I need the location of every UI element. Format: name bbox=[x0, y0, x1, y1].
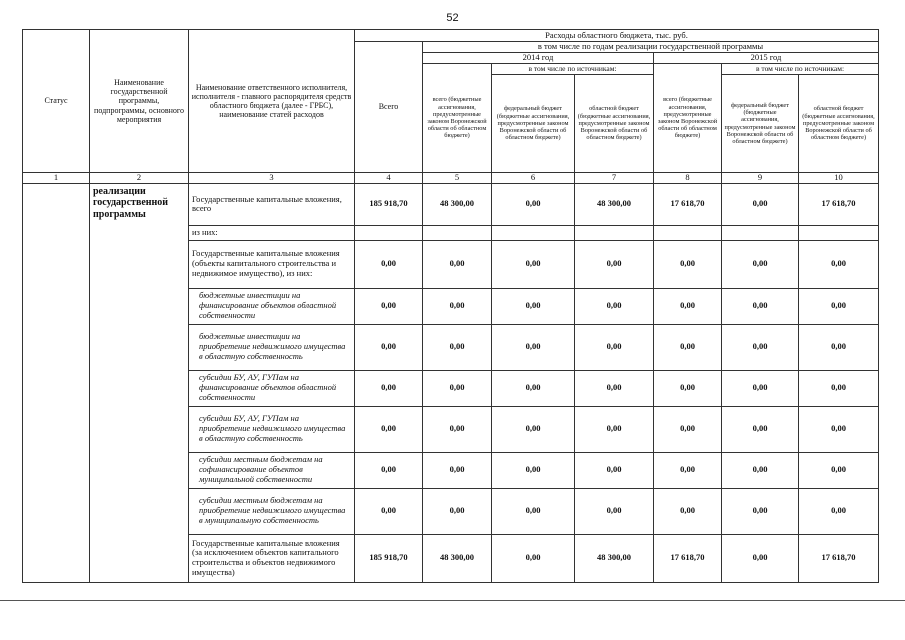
expense-item-label: Государственные капитальные вложения, всего bbox=[189, 183, 355, 225]
table-row bbox=[23, 183, 879, 225]
header-program-name: Наименование государственной программы, подпрограммы, основного мероприятия bbox=[90, 30, 189, 173]
expense-value: 48 300,00 bbox=[575, 183, 654, 225]
expense-value bbox=[355, 225, 423, 240]
expense-value: 0,00 bbox=[492, 406, 575, 452]
page-bottom-line bbox=[0, 600, 905, 601]
expense-value: 185 918,70 bbox=[355, 183, 423, 225]
expense-value: 0,00 bbox=[799, 324, 879, 370]
expense-item-label: бюджетные инвестиции на приобретение недвижимого имущества в областную собственность bbox=[189, 324, 355, 370]
header-responsible: Наименование ответственного исполнителя, исполнителя - главного распорядителя средств областного бюджета (далее - ГРБС), наименование статей расходов bbox=[189, 30, 355, 173]
column-number: 3 bbox=[189, 173, 355, 184]
expense-value: 0,00 bbox=[722, 288, 799, 324]
expense-item-label: субсидии местным бюджетам на приобретение недвижимого имущества в муниципальную собственность bbox=[189, 488, 355, 534]
expense-value: 0,00 bbox=[492, 240, 575, 288]
expense-value: 0,00 bbox=[355, 324, 423, 370]
expense-value: 0,00 bbox=[799, 452, 879, 488]
expense-value: 48 300,00 bbox=[423, 183, 492, 225]
expense-value: 0,00 bbox=[575, 324, 654, 370]
expense-value: 0,00 bbox=[423, 406, 492, 452]
expense-value: 0,00 bbox=[654, 406, 722, 452]
expense-value: 0,00 bbox=[654, 288, 722, 324]
header-status: Статус bbox=[23, 30, 90, 173]
expense-value: 0,00 bbox=[722, 488, 799, 534]
expense-item-label: субсидии местным бюджетам на софинансирование объектов муниципальной собственности bbox=[189, 452, 355, 488]
expense-value: 48 300,00 bbox=[575, 534, 654, 582]
expense-value: 0,00 bbox=[355, 370, 423, 406]
expense-value bbox=[492, 225, 575, 240]
column-number: 5 bbox=[423, 173, 492, 184]
header-sources-2014: в том числе по источникам: bbox=[492, 64, 654, 75]
expense-value: 0,00 bbox=[423, 488, 492, 534]
expense-item-label: субсидии БУ, АУ, ГУПам на приобретение недвижимого имущества в областную собственность bbox=[189, 406, 355, 452]
expense-value: 0,00 bbox=[492, 370, 575, 406]
expense-value bbox=[722, 225, 799, 240]
expense-value: 0,00 bbox=[492, 324, 575, 370]
expense-value: 0,00 bbox=[355, 488, 423, 534]
expense-value: 0,00 bbox=[799, 370, 879, 406]
expense-value: 0,00 bbox=[492, 534, 575, 582]
column-number: 1 bbox=[23, 173, 90, 184]
page-number: 52 bbox=[446, 12, 459, 24]
expense-value: 17 618,70 bbox=[799, 183, 879, 225]
expense-value: 0,00 bbox=[799, 488, 879, 534]
expense-value: 0,00 bbox=[492, 452, 575, 488]
expense-value: 0,00 bbox=[654, 370, 722, 406]
column-number: 7 bbox=[575, 173, 654, 184]
header-regional-2014: областной бюджет (бюджетные ассигнования, предусмотренные законом Воронежской области об областном бюджете) bbox=[575, 75, 654, 173]
expense-value: 0,00 bbox=[492, 288, 575, 324]
program-name-cell: реализации государственной программы bbox=[90, 183, 189, 582]
expense-value: 0,00 bbox=[722, 240, 799, 288]
expense-value: 0,00 bbox=[722, 452, 799, 488]
expense-value: 0,00 bbox=[575, 488, 654, 534]
column-number: 10 bbox=[799, 173, 879, 184]
expense-value bbox=[799, 225, 879, 240]
column-number: 2 bbox=[90, 173, 189, 184]
expense-value bbox=[654, 225, 722, 240]
expense-value: 0,00 bbox=[722, 406, 799, 452]
expense-value: 0,00 bbox=[722, 534, 799, 582]
column-number: 9 bbox=[722, 173, 799, 184]
expense-value: 0,00 bbox=[722, 370, 799, 406]
expense-value: 0,00 bbox=[355, 406, 423, 452]
expense-value: 0,00 bbox=[492, 183, 575, 225]
expense-value: 0,00 bbox=[654, 452, 722, 488]
expense-value: 0,00 bbox=[355, 288, 423, 324]
expense-value: 0,00 bbox=[492, 488, 575, 534]
column-number-row bbox=[23, 173, 879, 184]
column-number: 8 bbox=[654, 173, 722, 184]
expense-item-label: субсидии БУ, АУ, ГУПам на финансирование объектов областной собственности bbox=[189, 370, 355, 406]
expense-value: 48 300,00 bbox=[423, 534, 492, 582]
header-sources-2015: в том числе по источникам: bbox=[722, 64, 879, 75]
header-all-2014: всего (бюджетные ассигнования, предусмотренные законом Воронежской области об областном бюджете) bbox=[423, 64, 492, 173]
column-number: 4 bbox=[355, 173, 423, 184]
expense-value: 0,00 bbox=[575, 406, 654, 452]
expense-value: 0,00 bbox=[423, 324, 492, 370]
column-number: 6 bbox=[492, 173, 575, 184]
expense-item-label: бюджетные инвестиции на финансирование объектов областной собственности bbox=[189, 288, 355, 324]
expense-item-label: Государственные капитальные вложения (объекты капитального строительства и недвижимое имущество), из них: bbox=[189, 240, 355, 288]
budget-table bbox=[22, 29, 879, 583]
status-cell bbox=[23, 183, 90, 582]
expense-value: 0,00 bbox=[575, 370, 654, 406]
header-all-2015: всего (бюджетные ассигнования, предусмотренные законом Воронежской области об областном бюджете) bbox=[654, 64, 722, 173]
header-federal-2015: федеральный бюджет (бюджетные ассигнования, предусмотренные законом Воронежской области об областном бюджете) bbox=[722, 75, 799, 173]
header-total: Всего bbox=[355, 42, 423, 173]
expense-item-label: из них: bbox=[189, 225, 355, 240]
expense-value: 0,00 bbox=[654, 324, 722, 370]
expense-value: 0,00 bbox=[355, 452, 423, 488]
expense-item-label: Государственные капитальные вложения (за исключением объектов капитального строительства и объектов недвижимого имущества) bbox=[189, 534, 355, 582]
expense-value: 0,00 bbox=[423, 240, 492, 288]
expense-value: 0,00 bbox=[575, 240, 654, 288]
expense-value: 0,00 bbox=[355, 240, 423, 288]
expense-value: 185 918,70 bbox=[355, 534, 423, 582]
expense-value: 0,00 bbox=[799, 240, 879, 288]
expense-value: 0,00 bbox=[722, 183, 799, 225]
expense-value: 0,00 bbox=[722, 324, 799, 370]
expense-value: 0,00 bbox=[575, 288, 654, 324]
expense-value: 0,00 bbox=[654, 488, 722, 534]
header-regional-2015: областной бюджет (бюджетные ассигнования, предусмотренные законом Воронежской области об областном бюджете) bbox=[799, 75, 879, 173]
expense-value: 17 618,70 bbox=[654, 183, 722, 225]
expense-value: 0,00 bbox=[799, 406, 879, 452]
expense-value: 0,00 bbox=[423, 452, 492, 488]
expense-value: 0,00 bbox=[799, 288, 879, 324]
expense-value: 0,00 bbox=[423, 288, 492, 324]
header-by-years: в том числе по годам реализации государственной программы bbox=[423, 42, 879, 53]
header-year-2015: 2015 год bbox=[654, 53, 879, 64]
expense-value: 17 618,70 bbox=[799, 534, 879, 582]
expense-value: 0,00 bbox=[423, 370, 492, 406]
expense-value: 0,00 bbox=[654, 240, 722, 288]
header-year-2014: 2014 год bbox=[423, 53, 654, 64]
expense-value bbox=[423, 225, 492, 240]
header-federal-2014: федеральный бюджет (бюджетные ассигнования, предусмотренные законом Воронежской области об областном бюджете) bbox=[492, 75, 575, 173]
expense-value: 0,00 bbox=[575, 452, 654, 488]
expense-value bbox=[575, 225, 654, 240]
header-expenses: Расходы областного бюджета, тыс. руб. bbox=[355, 30, 879, 42]
expense-value: 17 618,70 bbox=[654, 534, 722, 582]
